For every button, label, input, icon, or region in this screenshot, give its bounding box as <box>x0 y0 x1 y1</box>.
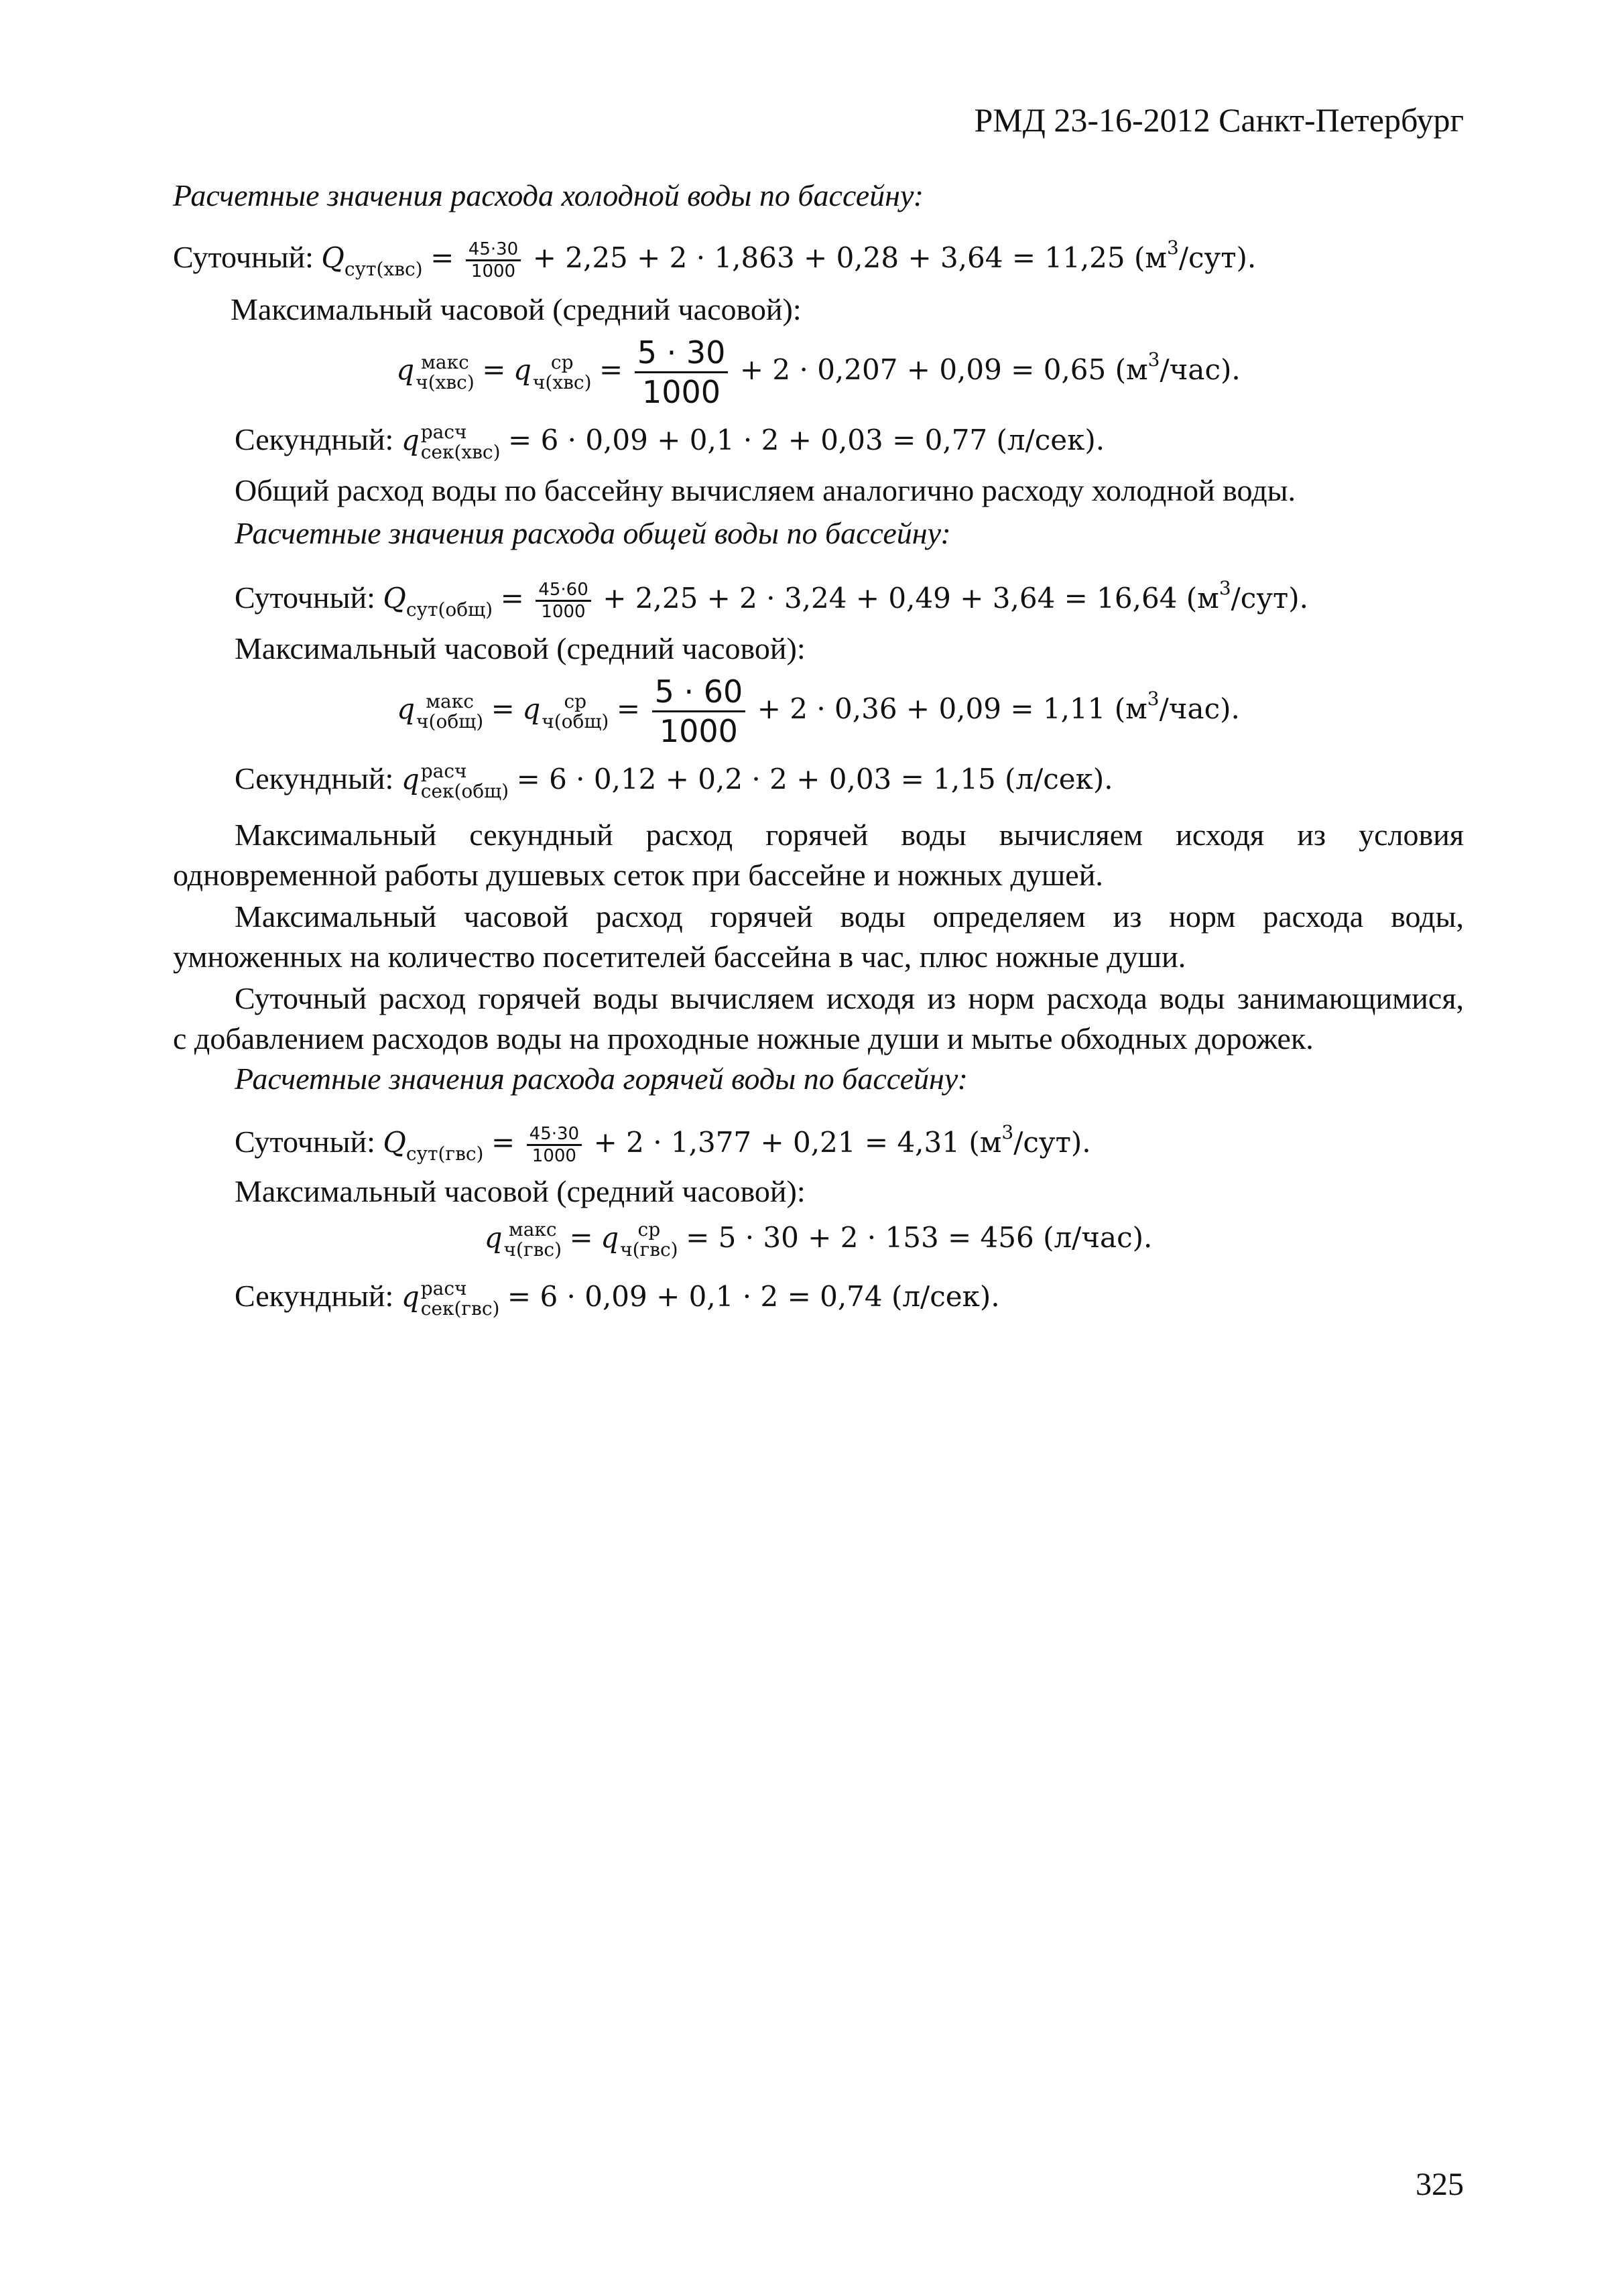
flow-symbol: q <box>397 692 416 726</box>
superscript: 3 <box>1219 577 1231 599</box>
cold-hourly-label-row <box>173 290 1464 330</box>
scripts <box>421 761 509 802</box>
equation-rest: + 2,25 + 2 · 1,863 + 0,28 + 3,64 = 11,25 (м <box>532 241 1168 274</box>
equals-sign: = <box>491 1126 515 1159</box>
flow-symbol: q <box>401 1280 420 1313</box>
equation-rest: + 2 · 0,207 + 0,09 = 0,65 (м <box>739 353 1148 387</box>
total-daily-equation <box>173 568 1525 630</box>
second-label: Секундный: <box>235 1279 394 1313</box>
flow-symbol: Q <box>383 1126 406 1159</box>
fraction-denominator: 1000 <box>541 601 586 622</box>
fraction-numerator: 45·30 <box>529 1123 580 1144</box>
fraction <box>527 1124 582 1166</box>
paragraph-1-line-1: Максимальный секундный расход горячей воды вычисляем исходя из условия <box>235 818 1464 852</box>
total-heading: Расчетные значения расхода общей воды по бассейну: <box>235 516 951 550</box>
sub-text: сек(хвс) <box>420 441 501 464</box>
equals-sign: = <box>616 692 641 726</box>
flow-symbol: q <box>513 353 532 387</box>
sub-text: ч(общ) <box>416 710 484 732</box>
fraction-numerator: 45·60 <box>538 579 588 600</box>
hot-hourly-label-row <box>173 1171 1464 1212</box>
sup-text: ср <box>564 690 587 712</box>
daily-label: Суточный: <box>235 1125 375 1159</box>
superscript: 3 <box>1167 237 1179 259</box>
fraction-denominator: 1000 <box>659 713 738 749</box>
paragraph-3-line-1: Суточный расход горячей воды вычисляем исходя из норм расхода воды занимающимися, <box>235 981 1464 1015</box>
hot-water-section <box>173 1059 1464 1099</box>
flow-symbol: q <box>522 692 541 726</box>
scripts <box>542 692 609 732</box>
flow-subscript: сут(гвс) <box>406 1143 484 1165</box>
fraction-numerator: 45·30 <box>468 239 519 259</box>
sup-text: расч <box>420 1277 467 1300</box>
fraction-denominator: 1000 <box>471 261 516 281</box>
total-hourly-equation <box>173 673 1464 750</box>
sub-text: ч(хвс) <box>416 371 475 393</box>
hourly-label: Максимальный часовой (средний часовой): <box>235 1174 806 1208</box>
equation-rest: + 2 · 1,377 + 0,21 = 4,31 (м <box>593 1126 1002 1159</box>
unit-end: /сут). <box>1178 241 1257 274</box>
second-label: Секундный: <box>235 422 394 456</box>
sup-text: макс <box>421 350 469 373</box>
general-note-row <box>173 470 1464 511</box>
sub-text: сек(общ) <box>420 780 509 803</box>
fraction <box>652 673 746 750</box>
sub-text: сек(гвс) <box>420 1297 500 1320</box>
hot-heading: Расчетные значения расхода горячей воды по бассейну: <box>235 1062 968 1096</box>
cold-daily-equation <box>173 228 1464 290</box>
fraction <box>536 580 590 622</box>
flow-symbol: q <box>396 353 415 387</box>
superscript: 3 <box>1147 688 1160 710</box>
flow-symbol: q <box>484 1221 503 1254</box>
scripts <box>416 692 483 732</box>
unit-end: /час). <box>1160 353 1241 387</box>
equals-sign: = <box>491 692 515 726</box>
scripts <box>532 350 592 393</box>
general-note: Общий расход воды по бассейну вычисляем аналогично расходу холодной воды. <box>235 473 1296 507</box>
daily-label: Суточный: <box>235 580 375 615</box>
hourly-label: Максимальный часовой (средний часовой): <box>235 631 806 665</box>
cold-second-equation <box>173 420 1525 462</box>
hourly-label: Максимальный часовой (средний часовой): <box>231 292 802 326</box>
hot-hourly-equation <box>173 1217 1464 1260</box>
total-water-section <box>173 513 1464 554</box>
scripts <box>620 1220 678 1260</box>
sup-text: ср <box>637 1218 661 1241</box>
flow-symbol: q <box>401 763 420 795</box>
sub-text: ч(хвс) <box>532 371 592 393</box>
daily-label: Суточный: <box>173 240 314 274</box>
fraction-denominator: 1000 <box>642 374 721 410</box>
equation-rest: = 6 · 0,09 + 0,1 · 2 = 0,74 (л/сек). <box>507 1280 1000 1313</box>
cold-hourly-equation <box>173 334 1464 411</box>
equals-sign: = <box>482 353 506 387</box>
fraction-denominator: 1000 <box>532 1145 576 1166</box>
sup-text: макс <box>426 690 474 712</box>
scripts <box>421 1279 500 1319</box>
fraction-numerator: 5 · 60 <box>654 674 743 710</box>
paragraph-3-line-2: с добавлением расходов воды на проходные ножные души и мытье обходных дорожек. <box>173 1021 1314 1056</box>
unit-end: /сут). <box>1231 582 1309 615</box>
scripts <box>421 422 501 462</box>
sup-text: макс <box>508 1218 557 1241</box>
cold-heading: Расчетные значения расхода холодной воды по бассейну: <box>173 178 924 212</box>
flow-symbol: q <box>601 1221 619 1254</box>
total-second-equation <box>173 759 1525 802</box>
equation-rest: + 2 · 0,36 + 0,09 = 1,11 (м <box>757 692 1147 726</box>
paragraph-1 <box>173 815 1464 895</box>
superscript: 3 <box>1001 1121 1014 1143</box>
equation-rest: = 5 · 30 + 2 · 153 = 456 (л/час). <box>686 1221 1153 1254</box>
equation-rest: = 6 · 0,12 + 0,2 · 2 + 0,03 = 1,15 (л/сек). <box>516 763 1113 795</box>
hot-daily-equation <box>173 1112 1525 1174</box>
equals-sign: = <box>500 582 524 615</box>
total-hourly-label-row <box>173 629 1464 669</box>
fraction <box>466 239 521 281</box>
page-number: 325 <box>1416 2167 1464 2202</box>
sup-text: ср <box>550 350 574 373</box>
equation-rest: + 2,25 + 2 · 3,24 + 0,49 + 3,64 = 16,64 (м <box>603 582 1219 615</box>
scripts <box>504 1220 562 1260</box>
cold-water-section <box>173 176 1464 216</box>
hot-second-equation <box>173 1276 1525 1319</box>
paragraph-2 <box>173 897 1464 977</box>
superscript: 3 <box>1147 348 1160 371</box>
fraction <box>635 334 729 411</box>
scripts <box>416 350 475 393</box>
equals-sign: = <box>569 1221 593 1254</box>
sup-text: расч <box>420 760 467 783</box>
sub-text: ч(гвс) <box>620 1238 678 1261</box>
sub-text: ч(общ) <box>542 710 609 732</box>
equals-sign: = <box>599 353 623 387</box>
page-header: РМД 23-16-2012 Санкт-Петербург <box>974 101 1464 139</box>
flow-subscript: сут(хвс) <box>344 258 423 280</box>
fraction-numerator: 5 · 30 <box>637 334 726 371</box>
paragraph-2-line-2: умноженных на количество посетителей бассейна в час, плюс ножные души. <box>173 940 1186 974</box>
second-label: Секундный: <box>235 761 394 795</box>
paragraph-3 <box>173 978 1464 1059</box>
equals-sign: = <box>430 241 454 274</box>
flow-subscript: сут(общ) <box>406 598 493 621</box>
flow-symbol: Q <box>321 241 345 274</box>
unit-end: /сут). <box>1013 1126 1091 1159</box>
paragraph-1-line-2: одновременной работы душевых сеток при бассейне и ножных душей. <box>173 858 1103 892</box>
paragraph-2-line-1: Максимальный часовой расход горячей воды определяем из норм расхода воды, <box>235 899 1464 934</box>
flow-symbol: Q <box>383 582 406 615</box>
flow-symbol: q <box>401 424 420 456</box>
sup-text: расч <box>420 421 467 444</box>
unit-end: /час). <box>1159 692 1240 726</box>
sub-text: ч(гвс) <box>503 1238 562 1261</box>
equation-rest: = 6 · 0,09 + 0,1 · 2 + 0,03 = 0,77 (л/сек). <box>508 424 1105 456</box>
